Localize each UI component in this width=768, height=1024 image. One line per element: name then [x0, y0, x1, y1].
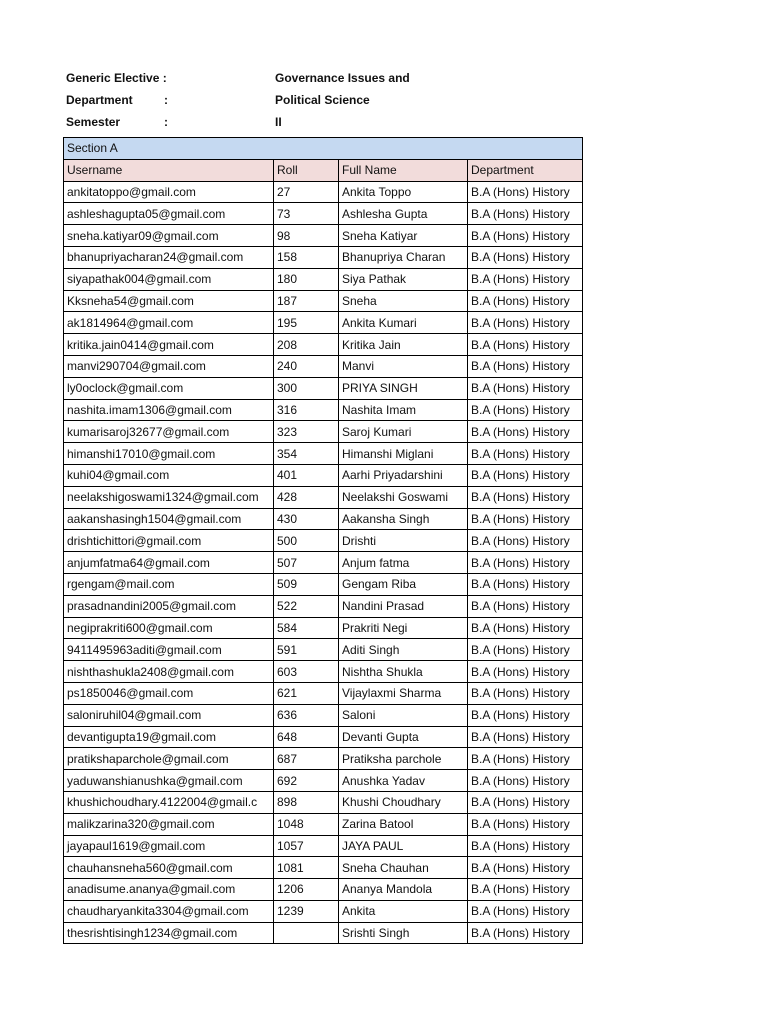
cell-department: B.A (Hons) History [468, 290, 583, 312]
cell-department: B.A (Hons) History [468, 617, 583, 639]
cell-department: B.A (Hons) History [468, 355, 583, 377]
cell-roll: 27 [274, 181, 339, 203]
cell-roll: 1239 [274, 900, 339, 922]
cell-department: B.A (Hons) History [468, 573, 583, 595]
meta-row-semester [66, 112, 586, 134]
cell-full-name: Sneha Chauhan [339, 857, 468, 879]
cell-full-name: Anjum fatma [339, 552, 468, 574]
cell-roll: 1081 [274, 857, 339, 879]
cell-roll: 316 [274, 399, 339, 421]
cell-full-name: Ankita Kumari [339, 312, 468, 334]
cell-username: Kksneha54@gmail.com [64, 290, 274, 312]
cell-username: nishthashukla2408@gmail.com [64, 661, 274, 683]
cell-username: yaduwanshianushka@gmail.com [64, 770, 274, 792]
cell-roll: 240 [274, 355, 339, 377]
cell-roll [274, 922, 339, 944]
section-title: Section A [64, 138, 583, 160]
document-header [66, 68, 586, 134]
cell-roll: 1048 [274, 813, 339, 835]
cell-department: B.A (Hons) History [468, 704, 583, 726]
cell-roll: 430 [274, 508, 339, 530]
cell-username: nashita.imam1306@gmail.com [64, 399, 274, 421]
table-row [64, 334, 583, 356]
cell-full-name: Manvi [339, 355, 468, 377]
cell-roll: 180 [274, 268, 339, 290]
table-row [64, 246, 583, 268]
table-row [64, 682, 583, 704]
table-row [64, 399, 583, 421]
cell-department: B.A (Hons) History [468, 682, 583, 704]
cell-username: chaudharyankita3304@gmail.com [64, 900, 274, 922]
cell-department: B.A (Hons) History [468, 443, 583, 465]
cell-username: anadisume.ananya@gmail.com [64, 879, 274, 901]
cell-username: ashleshagupta05@gmail.com [64, 203, 274, 225]
meta-label: Department [66, 93, 133, 107]
table-row [64, 464, 583, 486]
cell-department: B.A (Hons) History [468, 421, 583, 443]
cell-roll: 1057 [274, 835, 339, 857]
cell-full-name: Srishti Singh [339, 922, 468, 944]
cell-username: himanshi17010@gmail.com [64, 443, 274, 465]
cell-roll: 323 [274, 421, 339, 443]
table-row [64, 203, 583, 225]
cell-department: B.A (Hons) History [468, 661, 583, 683]
cell-username: drishtichittori@gmail.com [64, 530, 274, 552]
cell-department: B.A (Hons) History [468, 726, 583, 748]
table-row [64, 900, 583, 922]
cell-full-name: Siya Pathak [339, 268, 468, 290]
column-header-roll: Roll [274, 159, 339, 181]
cell-department: B.A (Hons) History [468, 748, 583, 770]
cell-full-name: Aditi Singh [339, 639, 468, 661]
cell-full-name: Sneha Katiyar [339, 225, 468, 247]
table-row [64, 748, 583, 770]
cell-username: kritika.jain0414@gmail.com [64, 334, 274, 356]
cell-username: ak1814964@gmail.com [64, 312, 274, 334]
cell-full-name: Gengam Riba [339, 573, 468, 595]
cell-username: neelakshigoswami1324@gmail.com [64, 486, 274, 508]
table-row [64, 770, 583, 792]
cell-roll: 500 [274, 530, 339, 552]
table-row [64, 377, 583, 399]
table-row [64, 443, 583, 465]
meta-value: II [275, 115, 282, 129]
cell-username: aakanshasingh1504@gmail.com [64, 508, 274, 530]
table-row [64, 573, 583, 595]
cell-username: ankitatoppo@gmail.com [64, 181, 274, 203]
cell-roll: 584 [274, 617, 339, 639]
cell-department: B.A (Hons) History [468, 900, 583, 922]
cell-full-name: PRIYA SINGH [339, 377, 468, 399]
cell-full-name: Nandini Prasad [339, 595, 468, 617]
cell-username: sneha.katiyar09@gmail.com [64, 225, 274, 247]
table-row [64, 268, 583, 290]
cell-full-name: Zarina Batool [339, 813, 468, 835]
meta-row-elective [66, 68, 586, 90]
cell-roll: 158 [274, 246, 339, 268]
table-row [64, 639, 583, 661]
table-body [64, 181, 583, 944]
table-row [64, 355, 583, 377]
cell-roll: 195 [274, 312, 339, 334]
cell-department: B.A (Hons) History [468, 791, 583, 813]
cell-full-name: Anushka Yadav [339, 770, 468, 792]
table-row [64, 595, 583, 617]
cell-department: B.A (Hons) History [468, 508, 583, 530]
cell-roll: 692 [274, 770, 339, 792]
cell-roll: 98 [274, 225, 339, 247]
cell-department: B.A (Hons) History [468, 530, 583, 552]
cell-department: B.A (Hons) History [468, 399, 583, 421]
cell-full-name: Ankita [339, 900, 468, 922]
cell-username: saloniruhil04@gmail.com [64, 704, 274, 726]
cell-username: rgengam@mail.com [64, 573, 274, 595]
cell-username: siyapathak004@gmail.com [64, 268, 274, 290]
cell-username: kuhi04@gmail.com [64, 464, 274, 486]
cell-roll: 603 [274, 661, 339, 683]
cell-full-name: JAYA PAUL [339, 835, 468, 857]
cell-department: B.A (Hons) History [468, 595, 583, 617]
meta-colon: : [164, 115, 168, 129]
cell-full-name: Vijaylaxmi Sharma [339, 682, 468, 704]
cell-department: B.A (Hons) History [468, 203, 583, 225]
cell-full-name: Aakansha Singh [339, 508, 468, 530]
cell-roll: 354 [274, 443, 339, 465]
column-header-username: Username [64, 159, 274, 181]
table-row [64, 704, 583, 726]
cell-roll: 1206 [274, 879, 339, 901]
cell-full-name: Ankita Toppo [339, 181, 468, 203]
cell-full-name: Devanti Gupta [339, 726, 468, 748]
cell-full-name: Aarhi Priyadarshini [339, 464, 468, 486]
cell-username: prasadnandini2005@gmail.com [64, 595, 274, 617]
cell-department: B.A (Hons) History [468, 312, 583, 334]
column-header-department: Department [468, 159, 583, 181]
cell-department: B.A (Hons) History [468, 879, 583, 901]
meta-row-department [66, 90, 586, 112]
cell-roll: 208 [274, 334, 339, 356]
cell-roll: 428 [274, 486, 339, 508]
cell-username: ps1850046@gmail.com [64, 682, 274, 704]
cell-roll: 648 [274, 726, 339, 748]
table-row [64, 726, 583, 748]
cell-full-name: Prakriti Negi [339, 617, 468, 639]
cell-department: B.A (Hons) History [468, 486, 583, 508]
table-row [64, 922, 583, 944]
table-row [64, 661, 583, 683]
cell-full-name: Drishti [339, 530, 468, 552]
table-row [64, 530, 583, 552]
cell-department: B.A (Hons) History [468, 268, 583, 290]
cell-roll: 507 [274, 552, 339, 574]
cell-full-name: Saroj Kumari [339, 421, 468, 443]
cell-department: B.A (Hons) History [468, 770, 583, 792]
table-row [64, 879, 583, 901]
cell-department: B.A (Hons) History [468, 377, 583, 399]
cell-username: chauhansneha560@gmail.com [64, 857, 274, 879]
cell-department: B.A (Hons) History [468, 334, 583, 356]
meta-label: Semester [66, 115, 121, 129]
cell-department: B.A (Hons) History [468, 639, 583, 661]
cell-roll: 401 [274, 464, 339, 486]
cell-roll: 522 [274, 595, 339, 617]
cell-department: B.A (Hons) History [468, 246, 583, 268]
cell-roll: 300 [274, 377, 339, 399]
table-row [64, 290, 583, 312]
cell-department: B.A (Hons) History [468, 813, 583, 835]
table-row [64, 835, 583, 857]
cell-department: B.A (Hons) History [468, 922, 583, 944]
table-row [64, 312, 583, 334]
meta-colon: : [164, 93, 168, 107]
cell-username: anjumfatma64@gmail.com [64, 552, 274, 574]
cell-full-name: Ananya Mandola [339, 879, 468, 901]
column-header-row [64, 159, 583, 181]
cell-username: khushichoudhary.4122004@gmail.c [64, 791, 274, 813]
cell-username: thesrishtisingh1234@gmail.com [64, 922, 274, 944]
cell-roll: 687 [274, 748, 339, 770]
table-row [64, 791, 583, 813]
table-row [64, 617, 583, 639]
cell-username: negiprakriti600@gmail.com [64, 617, 274, 639]
cell-full-name: Saloni [339, 704, 468, 726]
meta-label: Generic Elective : [66, 71, 167, 85]
cell-roll: 621 [274, 682, 339, 704]
cell-full-name: Himanshi Miglani [339, 443, 468, 465]
table-row [64, 508, 583, 530]
cell-department: B.A (Hons) History [468, 552, 583, 574]
cell-roll: 636 [274, 704, 339, 726]
cell-full-name: Kritika Jain [339, 334, 468, 356]
cell-username: bhanupriyacharan24@gmail.com [64, 246, 274, 268]
section-header-row [64, 138, 583, 160]
cell-full-name: Neelakshi Goswami [339, 486, 468, 508]
cell-full-name: Nashita Imam [339, 399, 468, 421]
cell-username: ly0oclock@gmail.com [64, 377, 274, 399]
cell-roll: 73 [274, 203, 339, 225]
cell-username: 9411495963aditi@gmail.com [64, 639, 274, 661]
cell-username: kumarisaroj32677@gmail.com [64, 421, 274, 443]
cell-username: devantigupta19@gmail.com [64, 726, 274, 748]
table-row [64, 181, 583, 203]
cell-department: B.A (Hons) History [468, 225, 583, 247]
cell-username: manvi290704@gmail.com [64, 355, 274, 377]
cell-department: B.A (Hons) History [468, 857, 583, 879]
cell-department: B.A (Hons) History [468, 181, 583, 203]
cell-full-name: Khushi Choudhary [339, 791, 468, 813]
table-row [64, 421, 583, 443]
cell-full-name: Sneha [339, 290, 468, 312]
cell-roll: 509 [274, 573, 339, 595]
cell-department: B.A (Hons) History [468, 464, 583, 486]
cell-username: malikzarina320@gmail.com [64, 813, 274, 835]
table-row [64, 552, 583, 574]
table-row [64, 486, 583, 508]
table-row [64, 857, 583, 879]
cell-full-name: Bhanupriya Charan [339, 246, 468, 268]
cell-department: B.A (Hons) History [468, 835, 583, 857]
cell-roll: 187 [274, 290, 339, 312]
cell-username: jayapaul1619@gmail.com [64, 835, 274, 857]
cell-full-name: Nishtha Shukla [339, 661, 468, 683]
column-header-full-name: Full Name [339, 159, 468, 181]
student-table [63, 137, 583, 944]
table-row [64, 225, 583, 247]
meta-value: Governance Issues and [275, 71, 410, 85]
cell-full-name: Pratiksha parchole [339, 748, 468, 770]
cell-roll: 591 [274, 639, 339, 661]
cell-full-name: Ashlesha Gupta [339, 203, 468, 225]
table-row [64, 813, 583, 835]
cell-roll: 898 [274, 791, 339, 813]
cell-username: pratikshaparchole@gmail.com [64, 748, 274, 770]
meta-value: Political Science [275, 93, 370, 107]
